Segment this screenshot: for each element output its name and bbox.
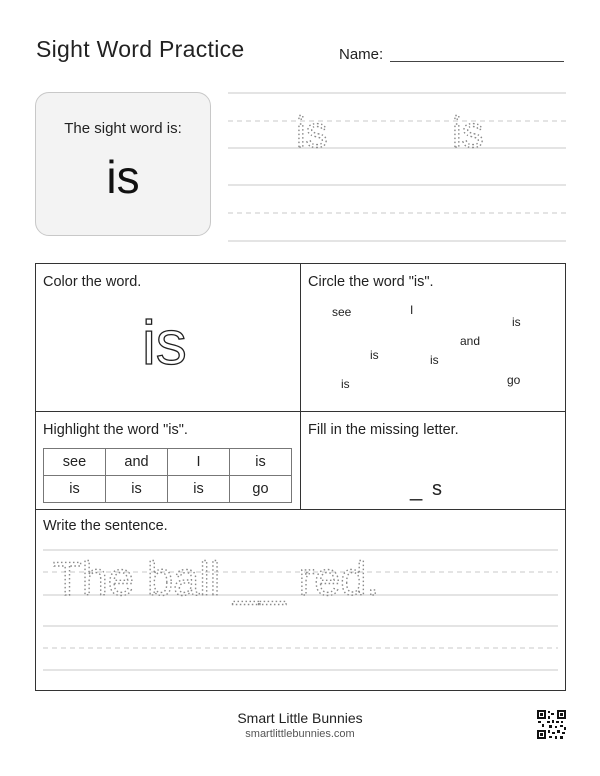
page-title: Sight Word Practice bbox=[36, 36, 245, 62]
table-row bbox=[44, 476, 292, 503]
trace-word-2[interactable]: is bbox=[452, 108, 484, 157]
trace-word-1[interactable]: is bbox=[296, 108, 328, 157]
circle-word[interactable]: go bbox=[507, 373, 521, 387]
sight-word-label: The sight word is: bbox=[64, 120, 182, 137]
footer-brand: Smart Little Bunnies bbox=[237, 710, 363, 726]
highlight-cell[interactable]: I bbox=[168, 449, 230, 476]
missing-letter-given: s bbox=[432, 478, 442, 500]
highlight-table bbox=[43, 448, 292, 503]
circle-word[interactable]: and bbox=[460, 334, 481, 348]
missing-letter-blank[interactable]: _ bbox=[410, 476, 423, 501]
table-row bbox=[44, 449, 292, 476]
sentence-trace[interactable]: The ball __ red. bbox=[53, 552, 380, 605]
name-label: Name: bbox=[339, 46, 384, 63]
circle-section-title: Circle the word "is". bbox=[308, 274, 434, 290]
circle-word[interactable]: see bbox=[332, 305, 352, 319]
sentence-section-title: Write the sentence. bbox=[43, 518, 168, 534]
highlight-section-title: Highlight the word "is". bbox=[43, 422, 188, 438]
circle-word[interactable]: is bbox=[430, 353, 439, 367]
trace-lines-top bbox=[228, 88, 566, 248]
grid-divider-vertical bbox=[300, 263, 301, 509]
color-word-outline[interactable] bbox=[125, 302, 215, 372]
circle-word[interactable]: I bbox=[410, 303, 414, 317]
highlight-cell[interactable]: go bbox=[230, 476, 292, 503]
missing-section-title: Fill in the missing letter. bbox=[308, 422, 459, 438]
highlight-cell[interactable]: is bbox=[168, 476, 230, 503]
highlight-cell[interactable]: and bbox=[106, 449, 168, 476]
qr-code-icon bbox=[536, 709, 567, 740]
footer-url[interactable]: smartlittlebunnies.com bbox=[245, 728, 355, 740]
highlight-cell[interactable]: is bbox=[44, 476, 106, 503]
color-word[interactable]: is bbox=[142, 309, 187, 372]
circle-word[interactable]: is bbox=[370, 348, 379, 362]
color-section-title: Color the word. bbox=[43, 274, 142, 290]
circle-word[interactable]: is bbox=[512, 315, 521, 329]
sentence-write-lines bbox=[43, 545, 558, 675]
highlight-cell[interactable]: is bbox=[106, 476, 168, 503]
circle-word[interactable]: is bbox=[341, 377, 350, 391]
highlight-cell[interactable]: is bbox=[230, 449, 292, 476]
highlight-cell[interactable]: see bbox=[44, 449, 106, 476]
sight-word: is bbox=[106, 151, 140, 203]
name-line[interactable] bbox=[390, 61, 564, 62]
grid-divider-2 bbox=[35, 509, 566, 510]
